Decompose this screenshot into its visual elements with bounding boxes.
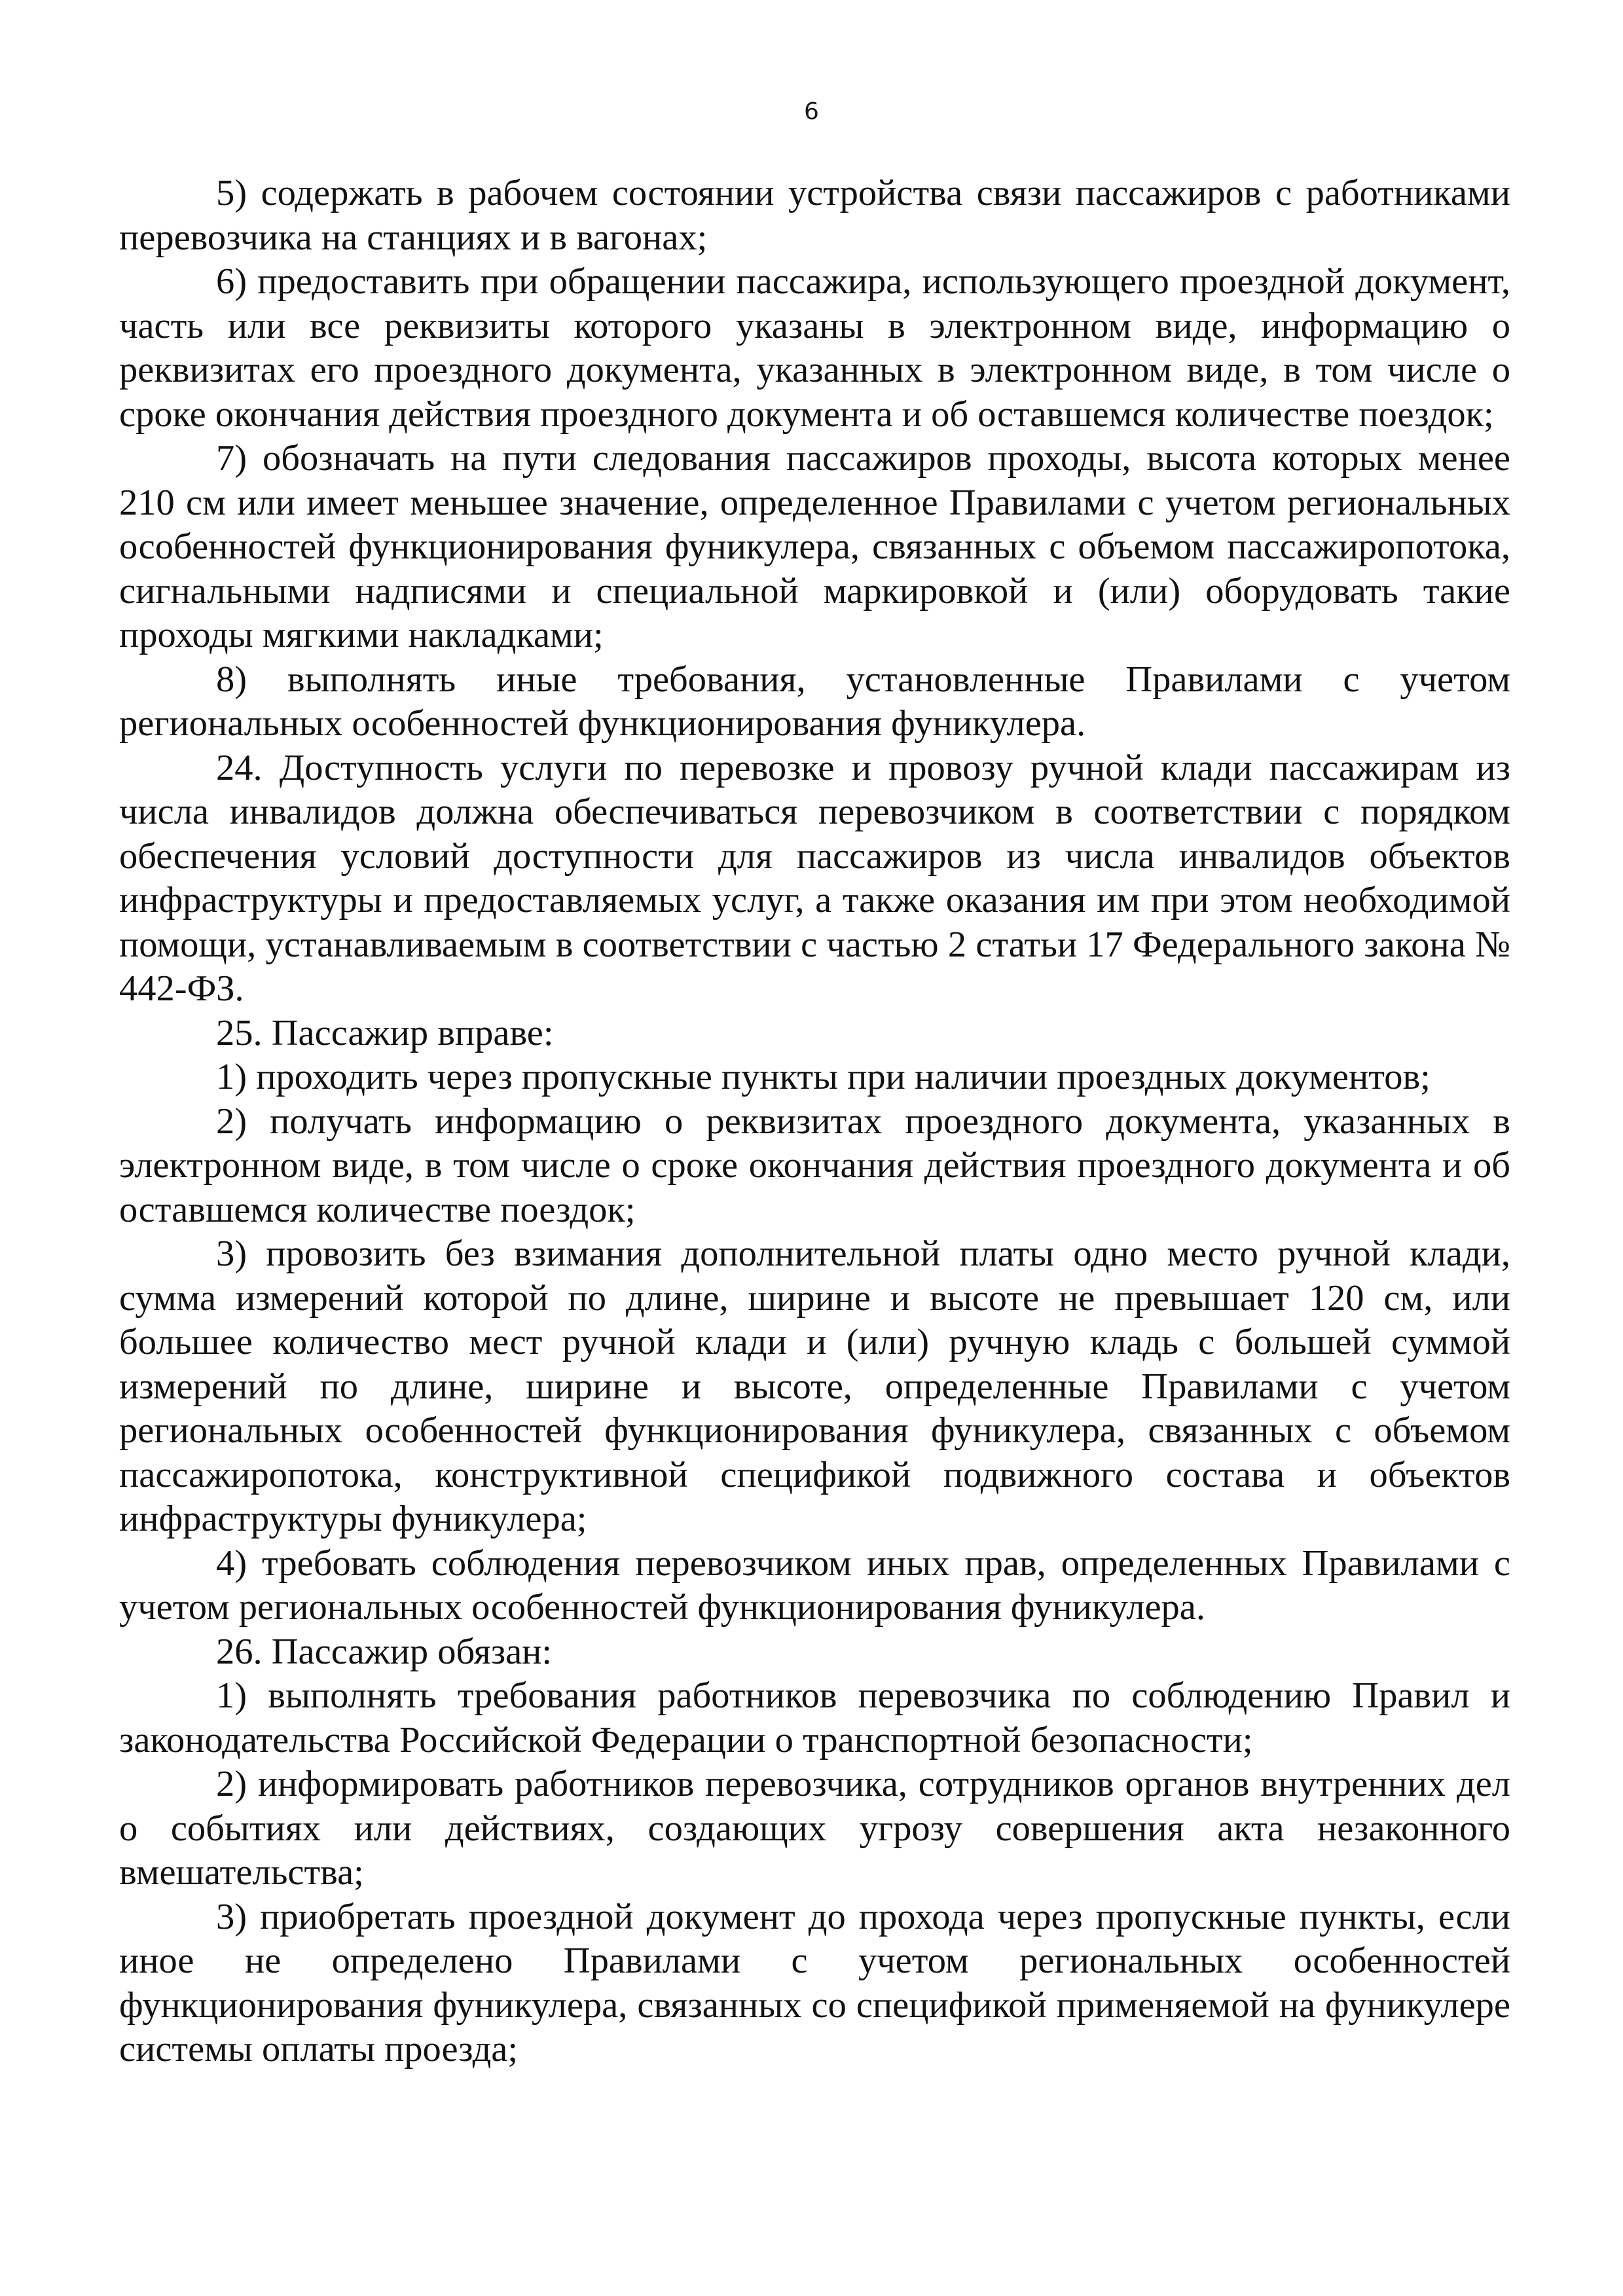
paragraph-clause-25-item-1: 1) проходить через пропускные пункты при наличии проездных документов; (216, 1057, 1431, 1097)
paragraph-item-6: 6) предоставить при обращении пассажира, использующего проездной документ, часть или все реквизиты которого указаны в электронном виде, информацию о реквизитах его проездного документа, указанных в электронном виде, в том числе о сроке окончания действия проездного документа и об оставшемся количестве поездок; (119, 261, 1510, 435)
page-number: 6 (804, 98, 819, 125)
paragraph-clause-26-item-3: 3) приобретать проездной документ до прохода через пропускные пункты, если иное не определено Правилами с учетом региональных особенностей функционирования фуникулера, связанных со спецификой применяемой на фуникулере системы оплаты проезда; (119, 1896, 1510, 2069)
paragraph-clause-26-heading: 26. Пассажир обязан: (216, 1631, 553, 1672)
document-body (119, 172, 1510, 2072)
paragraph-item-7: 7) обозначать на пути следования пассажиров проходы, высота которых менее 210 см или имеет меньшее значение, определенное Правилами с учетом региональных особенностей функционирования фуникулера, связанных с объемом пассажиропотока, сигнальными надписями и специальной маркировкой и (или) оборудовать такие проходы мягкими накладками; (119, 438, 1510, 655)
paragraph-item-5: 5) содержать в рабочем состоянии устройства связи пассажиров с работниками перевозчика на станциях и в вагонах; (119, 173, 1510, 258)
paragraph-clause-25-item-4: 4) требовать соблюдения перевозчиком иных прав, определенных Правилами с учетом региональных особенностей функционирования фуникулера. (119, 1542, 1510, 1628)
paragraph-clause-24: 24. Доступность услуги по перевозке и провозу ручной клади пассажирам из числа инвалидов должна обеспечиваться перевозчиком в соответствии с порядком обеспечения условий доступности для пассажиров из числа инвалидов объектов инфраструктуры и предоставляемых услуг, а также оказания им при этом необходимой помощи, устанавливаемым в соответствии с частью 2 статьи 17 Федерального закона № 442-ФЗ. (119, 747, 1510, 1009)
paragraph-clause-25-item-3: 3) провозить без взимания дополнительной платы одно место ручной клади, сумма измерений которой по длине, ширине и высоте не превышает 120 см, или большее количество мест ручной клади и (или) ручную кладь с большей суммой измерений по длине, ширине и высоте, определенные Правилами с учетом региональных особенностей функционирования фуникулера, связанных с объемом пассажиропотока, конструктивной спецификой подвижного состава и объектов инфраструктуры фуникулера; (119, 1233, 1510, 1539)
paragraph-clause-25-heading: 25. Пассажир вправе: (216, 1012, 554, 1053)
paragraph-clause-26-item-2: 2) информировать работников перевозчика, сотрудников органов внутренних дел о событиях или действиях, создающих угрозу совершения акта незаконного вмешательства; (119, 1764, 1510, 1893)
paragraph-item-8: 8) выполнять иные требования, установленные Правилами с учетом региональных особенностей функционирования фуникулера. (119, 659, 1510, 744)
paragraph-clause-26-item-1: 1) выполнять требования работников перевозчика по соблюдению Правил и законодательства Российской Федерации о транспортной безопасности; (119, 1675, 1510, 1760)
paragraph-clause-25-item-2: 2) получать информацию о реквизитах проездного документа, указанных в электронном виде, в том числе о сроке окончания действия проездного документа и об оставшемся количестве поездок; (119, 1101, 1510, 1230)
